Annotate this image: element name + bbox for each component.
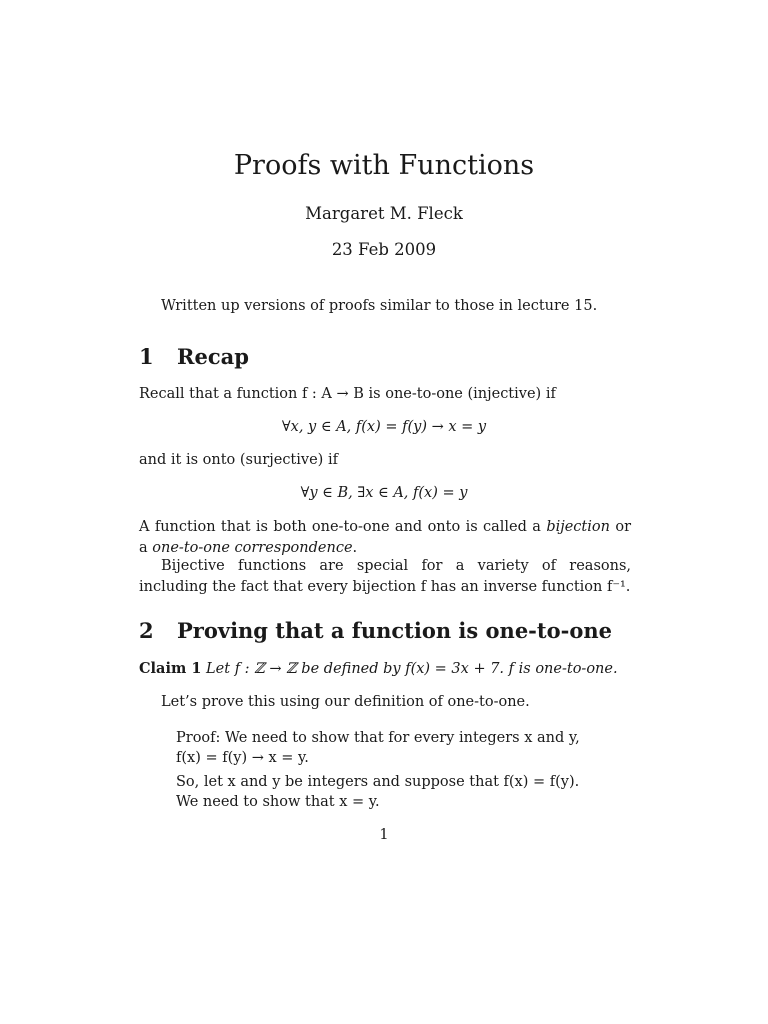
- text-run: A function that is both one-to-one and onto is called a: [139, 519, 547, 535]
- claim-1: [139, 660, 618, 677]
- proof-paragraph-2: So, let x and y be integers and suppose that f(x) = f(y). We need to show that x = y.: [176, 774, 580, 810]
- section-heading-recap: [139, 344, 249, 369]
- bijection-paragraph: Bijective functions are special for a variety of reasons, including the fact that every bijection f has an inverse function f⁻¹.: [139, 558, 631, 595]
- section-title: Proving that a function is one-to-one: [177, 618, 612, 643]
- abstract-text: Written up versions of proofs similar to those in lecture 15.: [161, 298, 598, 314]
- proof-paragraph-1: Proof: We need to show that for every integers x and y, f(x) = f(y) → x = y.: [176, 730, 580, 766]
- term-bijection: bijection: [546, 519, 610, 535]
- document-title: Proofs with Functions: [233, 150, 535, 181]
- section-number: 1: [139, 344, 154, 369]
- claim-text: Let f : ℤ → ℤ be defined by f(x) = 3x + 7. f is one-to-one.: [206, 661, 618, 677]
- recap-intro: Recall that a function f : A → B is one-to-one (injective) if: [139, 386, 556, 402]
- claim-label: Claim 1: [139, 660, 202, 677]
- section-heading-one-to-one: [139, 618, 612, 643]
- section-number: 2: [139, 618, 154, 643]
- section-title: Recap: [177, 344, 249, 369]
- document-date: 23 Feb 2009: [331, 240, 437, 259]
- equation-surjective: ∀y ∈ B, ∃x ∈ A, f(x) = y: [300, 485, 468, 501]
- page-number: 1: [379, 827, 389, 843]
- recap-mid: and it is onto (surjective) if: [139, 452, 338, 468]
- term-correspondence: one-to-one correspondence: [152, 539, 353, 556]
- text-run: or a: [139, 519, 631, 556]
- text-run: .: [352, 539, 358, 556]
- document-author: Margaret M. Fleck: [305, 204, 463, 223]
- bijection-definition: [139, 517, 631, 558]
- equation-injective: ∀x, y ∈ A, f(x) = f(y) → x = y: [281, 419, 487, 435]
- proof-lead: Let’s prove this using our definition of one-to-one.: [161, 694, 530, 710]
